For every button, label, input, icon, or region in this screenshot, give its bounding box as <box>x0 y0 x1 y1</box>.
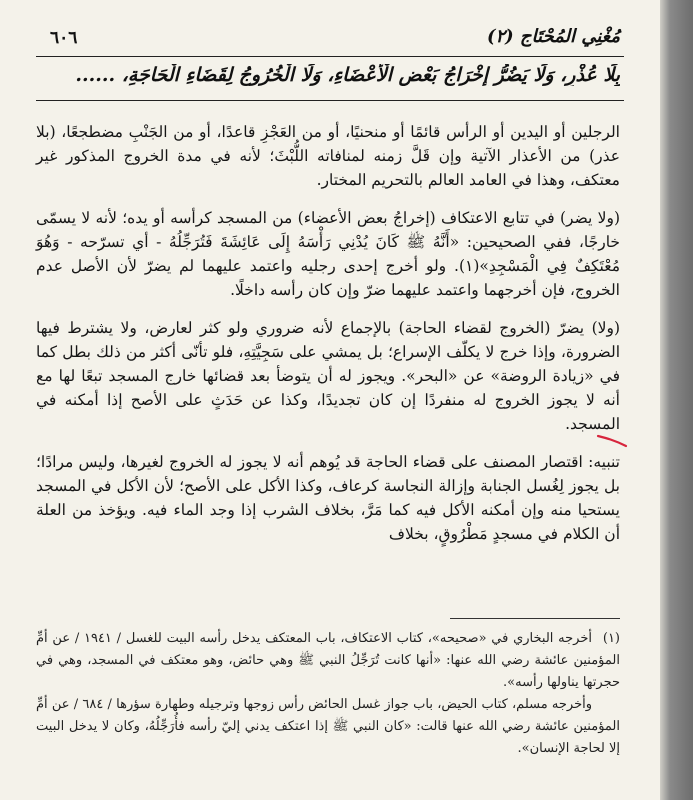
book-title: مُغْنِي المُحْتَاج (٢) <box>486 26 620 47</box>
footnote-divider <box>450 618 620 619</box>
footnote-text: وأخرجه مسلم، كتاب الحيض، باب جواز غسل الحائض رأس زوجها وترجيله وطهارة سؤرها / ٦٨٤ / عن أمِّ المؤمنين عائشة رضي الله عنها قالت: «كان النبي ﷺ إذا اعتكف يدني إليّ رأسه فأُرَجِّلُهُ، وكان لا يدخل البيت إلا لحاجة الإنسان». <box>36 697 620 756</box>
matn-divider <box>36 100 624 101</box>
footnote-1 <box>36 628 620 694</box>
paragraph-1: الرجلين أو اليدين أو الرأس قائمًا أو منحنيًا، أو من العَجْزِ قاعدًا، أو من الجَنْبِ مضطجعًا، (بلا عذر) من الأعذار الآتية وإن قَلَّ زمنه لمنافاته اللُّبْثَ؛ لأنه في مدة الخروج المذكور غير معتكف، وهذا في العامد العالم بالتحريم المختار. <box>36 123 620 189</box>
paragraph-tanbih: تنبيه: اقتصار المصنف على قضاء الحاجة قد يُوهم أنه لا يجوز له الخروج لغيرها، وليس مرادًا؛ بل يجوز لِغُسل الجنابة وإزالة النجاسة كرعاف، وكذا الأكل على الأصح؛ لأن الأكل في المسجد يستحيا منه وإن أمكنه الأكل فيه كما مَرَّ، بخلاف الشرب إذا وجد الماء فيه. ويؤخذ من العلة أن الكلام في مسجدٍ مَطْرُوقٍ، بخلاف <box>36 453 620 543</box>
footnote-2 <box>36 694 620 760</box>
paragraph-3: (ولا) يضرّ (الخروج لقضاء الحاجة) بالإجماع لأنه ضروري ولو كثر لعارض، ولا يشترط فيها الضرورة، وإذا خرج لا يكلّف الإسراع؛ بل يمشي على سَجِيَّتِهِ، فلو تأنّى أكثر من ذلك بطل كما في «زيادة الروضة» عن «البحر». ويجوز له أن يتوضأ بعد قضائها خارج المسجد تبعًا لها مع أنه لا يجوز الخروج له منفردًا إن كان تجديدًا، وكذا عن حَدَثٍ على الأصح إذا أمكنه في المسجد. <box>36 319 620 433</box>
commentary-body <box>36 120 620 560</box>
page-number: ٦٠٦ <box>50 28 78 48</box>
footnote-number: (١) <box>602 631 620 646</box>
footnotes <box>36 628 620 760</box>
footnote-text: أخرجه البخاري في «صحيحه»، كتاب الاعتكاف، باب المعتكف يدخل رأسه البيت للغسل / ١٩٤١ / عن أمِّ المؤمنين عائشة رضي الله عنها: «أنها كانت تُرَجِّلُ النبي ﷺ وهي حائض، وهو معتكف في المسجد، وهي في حجرتها يناولها رأسه». <box>36 631 620 690</box>
paragraph-2: (ولا يضر) في تتابع الاعتكاف (إخراجُ بعض الأعضاء) من المسجد كرأسه أو يده؛ لأنه لا يسمّى خارجًا، ففي الصحيحين: «أَنَّهُ ﷺ كَانَ يُدْنِي رَأْسَهُ إِلَى عَائِشَةَ فَتُرَجِّلُهُ - أي تسرّحه - وَهُوَ مُعْتَكِفٌ فِي الْمَسْجِدِ»(١). ولو أخرج إحدى رجليه واعتمد عليهما لم يضرّ لأن الأصل عدم الخروج، فإن أخرجهما واعتمد عليهما ضرّ وإن كان رأسه داخلًا. <box>36 209 621 299</box>
page-edge-shadow <box>660 0 693 800</box>
matn-text: بِلَا عُذْرٍ، وَلَا يَضُرُّ إِخْرَاجُ بَعْضِ الْأَعْضَاءِ، وَلَا الْخُرُوجُ لِقَضَاءِ الْحَاجَةِ، ...... <box>75 64 620 86</box>
page-header <box>36 26 624 57</box>
